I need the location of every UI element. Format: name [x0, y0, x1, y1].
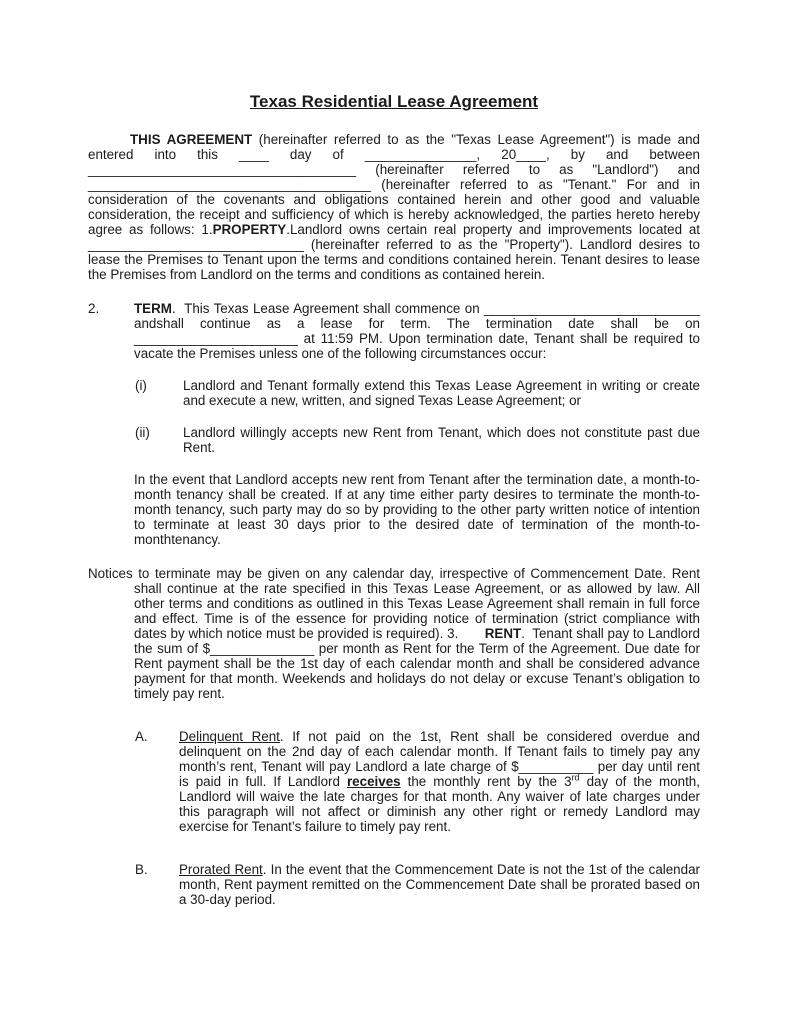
section-term [88, 301, 700, 361]
subsection-prorated-rent [88, 862, 700, 907]
section-term-body: TERM. This Texas Lease Agreement shall commence on _____________________________ andshall continue as a lease for term. The termination date shall be on ______________________ at 11:59 PM. Upon termination date, Tenant shall be required to vacate the Premises unless one of the following circumstances occur: [134, 301, 700, 361]
term-item-ii [88, 425, 700, 455]
term-item-ii-body: Landlord willingly accepts new Rent from Tenant, which does not constitute past due Rent. [183, 425, 700, 455]
intro-paragraph: THIS AGREEMENT (hereinafter referred to as the "Texas Lease Agreement") is made and entered into this ____ day of _______________, 20____, by and between ____________________________________ (hereinafter referred to as "Landlord") and ______________________________________ (hereinafter referred to as "Tenant." For and in consideration of the covenants and obligations contained herein and other good and valuable consideration, the receipt and sufficiency of which is hereby acknowledged, the parties hereto hereby agree as follows: 1.PROPERTY.Landlord owns certain real property and improvements located at _____________________________ (hereinafter referred to as the "Property"). Landlord desires to lease the Premises to Tenant upon the terms and conditions contained herein. Tenant desires to lease the Premises from Landlord on the terms and conditions as contained herein. [88, 132, 700, 282]
notices-rent-paragraph: Notices to terminate may be given on any calendar day, irrespective of Commencement Date. Rent shall continue at the rate specified in this Texas Lease Agreement, or as allowed by law. All other terms and conditions as outlined in this Texas Lease Agreement shall remain in full force and effect. Time is of the essence for providing notice of termination (strict compliance with dates by which notice must be provided is required). 3. RENT. Tenant shall pay to Landlord the sum of $______________ per month as Rent for the Term of the Agreement. Due date for Rent payment shall be the 1st day of each calendar month and shall be considered advance payment for that month. Weekends and holidays do not delay or excuse Tenant’s obligation to timely pay rent. [88, 566, 700, 701]
section-term-number: 2. [88, 301, 100, 316]
subsection-prorated-rent-body: Prorated Rent. In the event that the Commencement Date is not the 1st of the calendar month, Rent payment remitted on the Commencement Date shall be prorated based on a 30-day period. [179, 862, 700, 907]
month-to-month-paragraph: In the event that Landlord accepts new rent from Tenant after the termination date, a month-to-month tenancy shall be created. If at any time either party desires to terminate the month-to-month tenancy, such party may do so by providing to the other party written notice of intention to terminate at least 30 days prior to the desired date of termination of the month-to-monthtenancy. [134, 472, 700, 547]
term-item-i [88, 378, 700, 408]
term-item-i-body: Landlord and Tenant formally extend this Texas Lease Agreement in writing or create and execute a new, written, and signed Texas Lease Agreement; or [183, 378, 700, 408]
document-title: Texas Residential Lease Agreement [249, 92, 539, 111]
subsection-delinquent-rent [88, 729, 700, 834]
term-item-ii-marker: (ii) [135, 425, 150, 440]
subsection-delinquent-rent-marker: A. [135, 729, 148, 744]
term-item-i-marker: (i) [135, 378, 147, 393]
subsection-prorated-rent-marker: B. [135, 862, 148, 877]
subsection-delinquent-rent-body: Delinquent Rent. If not paid on the 1st, Rent shall be considered overdue and delinquent on the 2nd day of each calendar month. If Tenant fails to timely pay any month’s rent, Tenant will pay Landlord a late charge of $__________ per day until rent is paid in full. If Landlord receives the monthly rent by the 3rd day of the month, Landlord will waive the late charges for that month. Any waiver of late charges under this paragraph will not affect or diminish any other right or remedy Landlord may exercise for Tenant’s failure to timely pay rent. [179, 729, 700, 834]
